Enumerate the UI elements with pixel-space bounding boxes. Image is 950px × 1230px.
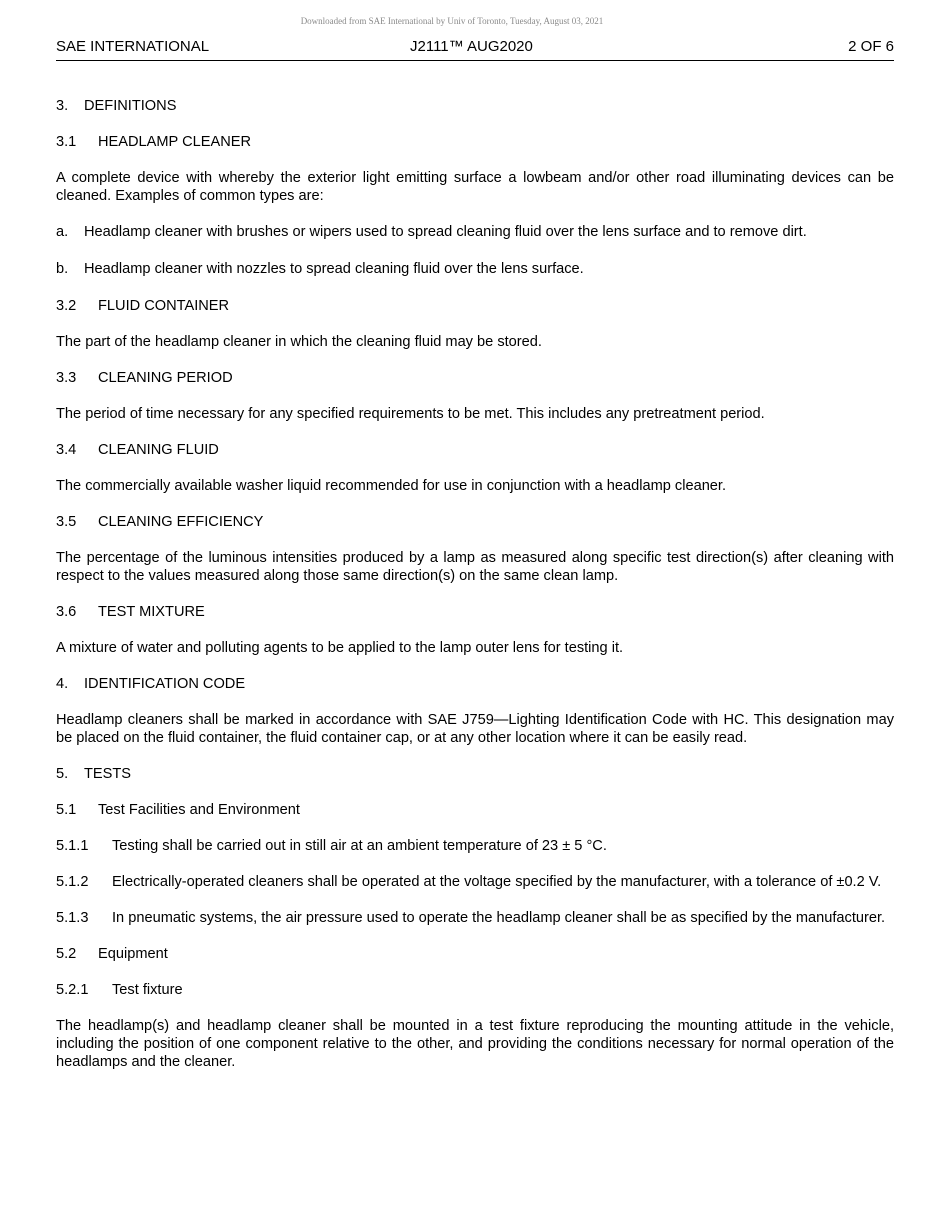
section-heading-3-6: 3.6 TEST MIXTURE	[56, 604, 205, 620]
section-heading-3-3: 3.3 CLEANING PERIOD	[56, 370, 233, 386]
paragraph-3-5: The percentage of the luminous intensities produced by a lamp as measured along specific test direction(s) after cleaning with respect to the values measured along those same direction(s) on the same clean lamp.	[56, 550, 894, 584]
list-item: b. Headlamp cleaner with nozzles to spread cleaning fluid over the lens surface.	[56, 261, 584, 277]
paragraph-3-6: A mixture of water and polluting agents to be applied to the lamp outer lens for testing it.	[56, 640, 624, 656]
paragraph-4: Headlamp cleaners shall be marked in accordance with SAE J759—Lighting Identification Code with HC. This designation may be placed on the fluid container, the fluid container cap, or at any other location where it can be easily read.	[56, 712, 894, 746]
section-heading-3-5: 3.5 CLEANING EFFICIENCY	[56, 514, 264, 530]
header-org: SAE INTERNATIONAL	[56, 38, 210, 55]
header-page-number: 2 OF 6	[848, 38, 894, 55]
download-watermark: Downloaded from SAE International by Univ of Toronto, Tuesday, August 03, 2021	[300, 16, 604, 26]
paragraph-3-1: A complete device with whereby the exterior light emitting surface a lowbeam and/or other road illuminating devices can be cleaned. Examples of common types are:	[56, 170, 894, 204]
section-heading-3: 3. DEFINITIONS	[56, 98, 177, 114]
paragraph-3-3: The period of time necessary for any specified requirements to be met. This includes any pretreatment period.	[56, 406, 765, 422]
section-heading-3-1: 3.1 HEADLAMP CLEANER	[56, 134, 252, 150]
section-heading-5-2: 5.2 Equipment	[56, 946, 168, 962]
section-heading-5-2-1: 5.2.1 Test fixture	[56, 982, 183, 998]
paragraph-3-2: The part of the headlamp cleaner in which the cleaning fluid may be stored.	[56, 334, 542, 350]
section-heading-3-2: 3.2 FLUID CONTAINER	[56, 298, 230, 314]
header-doc-id: J2111™ AUG2020	[410, 38, 533, 55]
paragraph-3-4: The commercially available washer liquid recommended for use in conjunction with a headlamp cleaner.	[56, 478, 727, 494]
section-heading-5-1: 5.1 Test Facilities and Environment	[56, 802, 300, 818]
list-item: a. Headlamp cleaner with brushes or wipers used to spread cleaning fluid over the lens surface and to remove dirt.	[56, 224, 807, 240]
section-heading-5: 5. TESTS	[56, 766, 132, 782]
section-heading-4: 4. IDENTIFICATION CODE	[56, 676, 246, 692]
section-heading-3-4: 3.4 CLEANING FLUID	[56, 442, 219, 458]
subsection-5-1-3: 5.1.3 In pneumatic systems, the air pressure used to operate the headlamp cleaner shall be as specified by the manufacturer.	[56, 910, 886, 926]
document-body	[56, 97, 894, 1089]
subsection-5-1-2: 5.1.2 Electrically-operated cleaners shall be operated at the voltage specified by the manufacturer, with a tolerance of ±0.2 V.	[56, 874, 882, 890]
paragraph-5-2-1: The headlamp(s) and headlamp cleaner shall be mounted in a test fixture reproducing the mounting attitude in the vehicle, including the position of one component relative to the other, and providing the conditions necessary for normal operation of the headlamps and the cleaner.	[56, 1018, 894, 1070]
page-header	[56, 38, 894, 61]
subsection-5-1-1: 5.1.1 Testing shall be carried out in still air at an ambient temperature of 23 ± 5 °C.	[56, 838, 607, 854]
